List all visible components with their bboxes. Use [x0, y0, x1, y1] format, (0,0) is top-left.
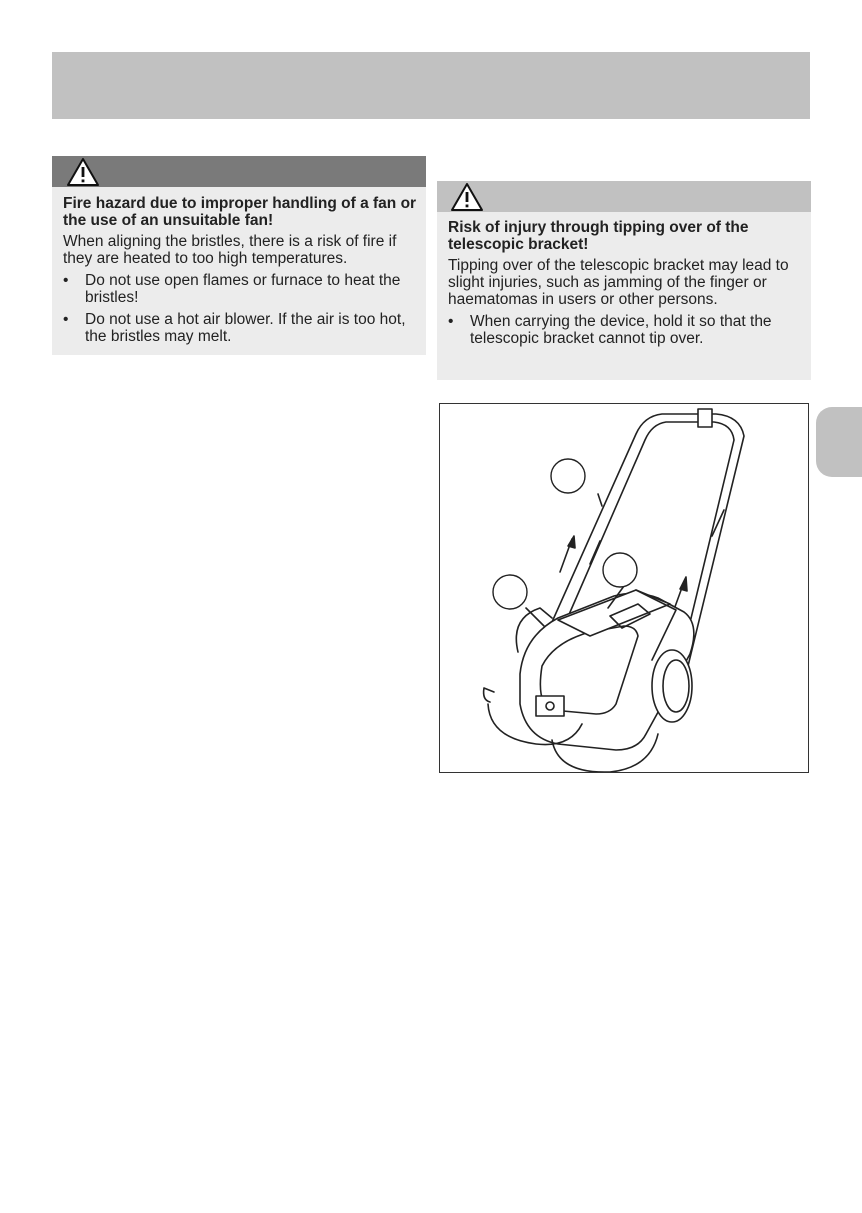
warning-title: Fire hazard due to improper handling of a fan or the use of an unsuitable fan! [63, 195, 417, 229]
warning-header-bar [437, 181, 811, 212]
warning-header-bar [52, 156, 426, 187]
chapter-side-tab [816, 407, 862, 477]
warning-bullet-list [63, 272, 418, 345]
callout-circle-3 [493, 575, 527, 609]
list-item: • Do not use a hot air blower. If the air is too hot, the bristles may melt. [63, 311, 418, 345]
callout-circle-1 [551, 459, 585, 493]
warning-text: Tipping over of the telescopic bracket may lead to slight injuries, such as jamming of the finger or haematomas in users or other persons. [448, 257, 789, 308]
sweeper-drawing [440, 404, 808, 772]
callout-circle-2 [603, 553, 637, 587]
fire-hazard-warning [52, 156, 426, 355]
list-item: • Do not use open flames or furnace to heat the bristles! [63, 272, 418, 306]
warning-triangle-icon [450, 182, 484, 212]
chapter-header-bar [52, 52, 810, 119]
warning-bullet-list [448, 313, 803, 347]
tipping-injury-warning [437, 181, 811, 380]
list-item: • When carrying the device, hold it so that the telescopic bracket cannot tip over. [448, 313, 803, 347]
warning-title: Risk of injury through tipping over of the telescopic bracket! [448, 219, 749, 253]
sweeper-illustration [439, 403, 809, 773]
warning-triangle-icon [66, 157, 100, 187]
warning-text: When aligning the bristles, there is a risk of fire if they are heated to too high temperatures. [63, 233, 397, 267]
